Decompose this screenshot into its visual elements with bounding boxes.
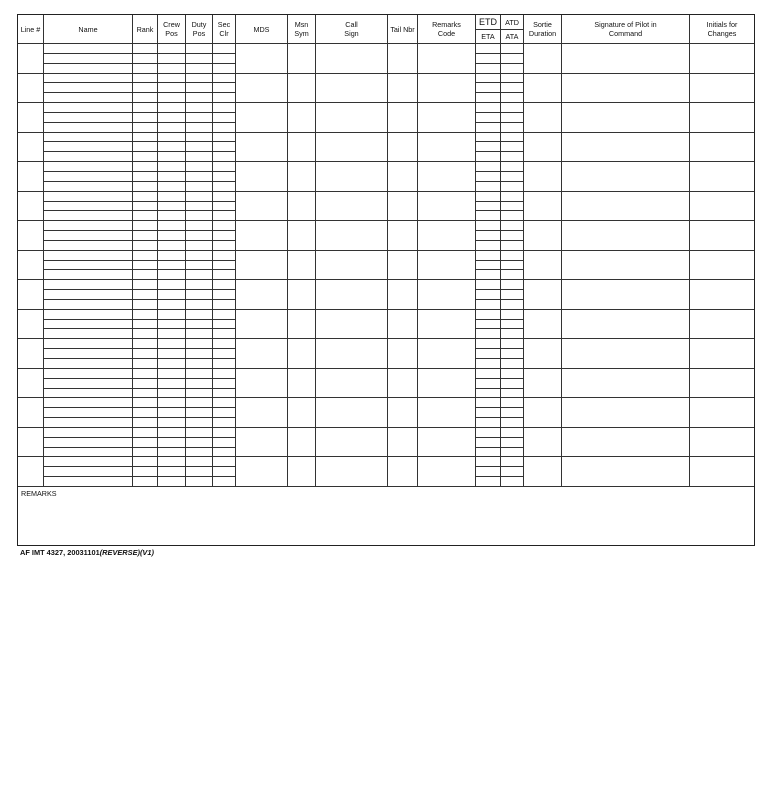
sub-row-rule: [212, 476, 235, 477]
sub-row-rule: [212, 112, 235, 113]
sub-row-rule: [43, 122, 132, 123]
sub-row-rule: [212, 348, 235, 349]
sub-row-rule: [212, 466, 235, 467]
sub-row-rule: [43, 328, 132, 329]
sub-row-rule: [132, 141, 157, 142]
sub-row-rule: [185, 319, 212, 320]
sub-row-rule: [500, 181, 523, 182]
sub-row-rule: [212, 319, 235, 320]
sub-row-rule: [43, 230, 132, 231]
sub-row-rule: [185, 476, 212, 477]
row-rule: [18, 397, 754, 398]
sub-row-rule: [475, 299, 500, 300]
row-rule: [18, 132, 754, 133]
row-rule: [18, 191, 754, 192]
row-rule: [18, 250, 754, 251]
sub-row-rule: [157, 260, 185, 261]
sub-row-rule: [500, 63, 523, 64]
header-sortie-duration: Sortie Duration: [528, 20, 557, 38]
sub-row-rule: [157, 63, 185, 64]
header-etd: ETD: [479, 16, 497, 27]
form-footer: [20, 548, 154, 557]
sub-row-rule: [500, 299, 523, 300]
sub-row-rule: [212, 358, 235, 359]
sub-row-rule: [212, 447, 235, 448]
sub-row-rule: [475, 181, 500, 182]
sub-row-rule: [500, 447, 523, 448]
sub-row-rule: [43, 260, 132, 261]
sub-row-rule: [157, 210, 185, 211]
sub-row-rule: [500, 466, 523, 467]
sub-row-rule: [185, 447, 212, 448]
sub-row-rule: [132, 417, 157, 418]
sub-row-rule: [212, 269, 235, 270]
sub-row-rule: [185, 82, 212, 83]
sub-row-rule: [132, 230, 157, 231]
sub-row-rule: [157, 358, 185, 359]
sub-row-rule: [157, 112, 185, 113]
sub-row-rule: [43, 319, 132, 320]
header-tail-nbr: Tail Nbr: [390, 24, 415, 34]
sub-row-rule: [157, 466, 185, 467]
sub-row-rule: [43, 437, 132, 438]
sub-row-rule: [157, 319, 185, 320]
header-msn-sym: Msn Sym: [294, 20, 309, 38]
sub-row-rule: [185, 437, 212, 438]
row-rule: [18, 338, 754, 339]
row-rule: [18, 102, 754, 103]
sub-row-rule: [43, 476, 132, 477]
sub-row-rule: [500, 82, 523, 83]
sub-row-rule: [475, 171, 500, 172]
sub-row-rule: [212, 201, 235, 202]
sub-row-rule: [212, 171, 235, 172]
header-rank: Rank: [136, 24, 154, 34]
sub-row-rule: [132, 122, 157, 123]
sub-row-rule: [475, 417, 500, 418]
sub-row-rule: [475, 260, 500, 261]
sub-row-rule: [157, 171, 185, 172]
sub-row-rule: [43, 447, 132, 448]
sub-row-rule: [475, 53, 500, 54]
sub-row-rule: [132, 319, 157, 320]
sub-row-rule: [500, 240, 523, 241]
sub-row-rule: [500, 269, 523, 270]
sub-row-rule: [500, 92, 523, 93]
sub-row-rule: [500, 437, 523, 438]
sub-row-rule: [212, 82, 235, 83]
sub-row-rule: [185, 201, 212, 202]
header-remarks-code: Remarks Code: [432, 20, 461, 38]
sub-row-rule: [43, 181, 132, 182]
sub-row-rule: [43, 388, 132, 389]
sub-row-rule: [475, 378, 500, 379]
sub-row-rule: [500, 260, 523, 261]
sub-row-rule: [43, 63, 132, 64]
sub-row-rule: [185, 358, 212, 359]
sub-row-rule: [43, 240, 132, 241]
sub-row-rule: [212, 181, 235, 182]
sub-row-rule: [212, 141, 235, 142]
header-bottom-rule: [18, 43, 754, 44]
sub-row-rule: [500, 407, 523, 408]
sub-row-rule: [43, 358, 132, 359]
header-initials-for-changes: Initials for Changes: [706, 20, 738, 38]
sub-row-rule: [475, 151, 500, 152]
sub-row-rule: [157, 299, 185, 300]
sub-row-rule: [185, 171, 212, 172]
sub-row-rule: [132, 151, 157, 152]
sub-row-rule: [43, 348, 132, 349]
sub-row-rule: [500, 476, 523, 477]
form-edition: (REVERSE)(V1): [99, 548, 154, 557]
sub-row-rule: [475, 269, 500, 270]
sub-row-rule: [132, 328, 157, 329]
sub-row-rule: [157, 230, 185, 231]
remarks-label: REMARKS: [21, 489, 57, 498]
header-call-sign: Call Sign: [344, 20, 359, 38]
sub-row-rule: [132, 388, 157, 389]
sub-row-rule: [500, 230, 523, 231]
sub-row-rule: [500, 201, 523, 202]
sub-row-rule: [212, 53, 235, 54]
sub-row-rule: [500, 210, 523, 211]
sub-row-rule: [500, 328, 523, 329]
sub-row-rule: [500, 417, 523, 418]
sub-row-rule: [475, 358, 500, 359]
sub-row-rule: [475, 466, 500, 467]
row-rule: [18, 161, 754, 162]
sub-row-rule: [500, 348, 523, 349]
sub-row-rule: [185, 92, 212, 93]
sub-row-rule: [132, 447, 157, 448]
sub-row-rule: [157, 141, 185, 142]
sub-row-rule: [500, 171, 523, 172]
sub-row-rule: [43, 466, 132, 467]
sub-row-rule: [185, 466, 212, 467]
sub-row-rule: [475, 388, 500, 389]
sub-row-rule: [185, 210, 212, 211]
sub-row-rule: [475, 63, 500, 64]
header-crew-pos: Crew Pos: [163, 20, 180, 38]
form-id: AF IMT 4327, 20031101: [20, 548, 100, 557]
sub-row-rule: [185, 299, 212, 300]
row-rule: [18, 486, 754, 487]
row-rule: [18, 73, 754, 74]
sub-row-rule: [500, 53, 523, 54]
sub-row-rule: [475, 437, 500, 438]
sub-row-rule: [43, 289, 132, 290]
sub-row-rule: [475, 447, 500, 448]
sub-row-rule: [132, 407, 157, 408]
sub-row-rule: [500, 378, 523, 379]
sub-row-rule: [475, 112, 500, 113]
sub-row-rule: [43, 53, 132, 54]
sub-row-rule: [132, 53, 157, 54]
sub-row-rule: [132, 240, 157, 241]
sub-row-rule: [132, 466, 157, 467]
sub-row-rule: [475, 92, 500, 93]
sub-row-rule: [157, 476, 185, 477]
sub-row-rule: [185, 151, 212, 152]
sub-row-rule: [212, 122, 235, 123]
sub-row-rule: [185, 112, 212, 113]
sub-row-rule: [475, 141, 500, 142]
sub-row-rule: [185, 269, 212, 270]
header-name: Name: [78, 24, 98, 34]
sub-row-rule: [43, 210, 132, 211]
sub-row-rule: [157, 328, 185, 329]
header-line-number: Line #: [20, 24, 41, 34]
sub-row-rule: [157, 122, 185, 123]
sub-row-rule: [475, 240, 500, 241]
sub-row-rule: [475, 319, 500, 320]
sub-row-rule: [132, 289, 157, 290]
sub-row-rule: [185, 122, 212, 123]
sub-row-rule: [185, 181, 212, 182]
sub-row-rule: [132, 476, 157, 477]
sub-row-rule: [132, 269, 157, 270]
sub-row-rule: [212, 388, 235, 389]
sub-row-rule: [475, 407, 500, 408]
sub-row-rule: [43, 299, 132, 300]
header-pilot-signature: Signature of Pilot in Command: [594, 20, 657, 38]
sub-row-rule: [212, 289, 235, 290]
sub-row-rule: [212, 63, 235, 64]
sub-row-rule: [132, 210, 157, 211]
sub-row-rule: [132, 92, 157, 93]
sub-row-rule: [157, 201, 185, 202]
sub-row-rule: [132, 171, 157, 172]
sub-row-rule: [157, 82, 185, 83]
sub-row-rule: [185, 289, 212, 290]
header-atd: ATD: [505, 17, 519, 27]
sub-row-rule: [157, 388, 185, 389]
sub-row-rule: [185, 348, 212, 349]
row-rule: [18, 309, 754, 310]
sub-row-rule: [475, 476, 500, 477]
sub-row-rule: [132, 82, 157, 83]
sub-row-rule: [212, 240, 235, 241]
sub-row-rule: [185, 260, 212, 261]
sub-row-rule: [43, 92, 132, 93]
sub-row-rule: [43, 378, 132, 379]
sub-row-rule: [185, 328, 212, 329]
sub-row-rule: [212, 92, 235, 93]
sub-row-rule: [185, 63, 212, 64]
flight-authorization-form: [17, 14, 755, 546]
sub-row-rule: [185, 53, 212, 54]
sub-row-rule: [212, 378, 235, 379]
sub-row-rule: [185, 417, 212, 418]
sub-row-rule: [157, 407, 185, 408]
sub-row-rule: [475, 210, 500, 211]
etd-eta-divider: [475, 29, 523, 30]
row-rule: [18, 220, 754, 221]
sub-row-rule: [132, 358, 157, 359]
sub-row-rule: [500, 289, 523, 290]
sub-row-rule: [475, 122, 500, 123]
sub-row-rule: [43, 269, 132, 270]
sub-row-rule: [212, 260, 235, 261]
row-rule: [18, 279, 754, 280]
sub-row-rule: [43, 407, 132, 408]
sub-row-rule: [157, 269, 185, 270]
sub-row-rule: [500, 141, 523, 142]
row-rule: [18, 368, 754, 369]
sub-row-rule: [185, 388, 212, 389]
sub-row-rule: [185, 240, 212, 241]
sub-row-rule: [157, 289, 185, 290]
sub-row-rule: [185, 230, 212, 231]
sub-row-rule: [500, 319, 523, 320]
sub-row-rule: [212, 437, 235, 438]
sub-row-rule: [157, 92, 185, 93]
sub-row-rule: [157, 437, 185, 438]
sub-row-rule: [132, 299, 157, 300]
sub-row-rule: [132, 112, 157, 113]
sub-row-rule: [157, 53, 185, 54]
sub-row-rule: [500, 112, 523, 113]
sub-row-rule: [185, 407, 212, 408]
sub-row-rule: [157, 447, 185, 448]
crew-entry-table: [18, 15, 754, 486]
sub-row-rule: [500, 151, 523, 152]
sub-row-rule: [43, 201, 132, 202]
sub-row-rule: [132, 201, 157, 202]
sub-row-rule: [157, 348, 185, 349]
sub-row-rule: [132, 437, 157, 438]
sub-row-rule: [157, 240, 185, 241]
sub-row-rule: [475, 328, 500, 329]
header-duty-pos: Duty Pos: [191, 20, 207, 38]
sub-row-rule: [475, 82, 500, 83]
sub-row-rule: [132, 181, 157, 182]
sub-row-rule: [212, 407, 235, 408]
sub-row-rule: [43, 112, 132, 113]
sub-row-rule: [185, 141, 212, 142]
header-mds: MDS: [253, 24, 270, 34]
sub-row-rule: [212, 299, 235, 300]
sub-row-rule: [212, 151, 235, 152]
sub-row-rule: [475, 230, 500, 231]
row-rule: [18, 427, 754, 428]
sub-row-rule: [157, 417, 185, 418]
sub-row-rule: [212, 328, 235, 329]
sub-row-rule: [157, 151, 185, 152]
header-eta: ETA: [481, 32, 495, 41]
sub-row-rule: [132, 63, 157, 64]
sub-row-rule: [43, 171, 132, 172]
sub-row-rule: [132, 260, 157, 261]
sub-row-rule: [43, 82, 132, 83]
sub-row-rule: [157, 181, 185, 182]
header-sec-clr: Sec Clr: [217, 20, 231, 38]
sub-row-rule: [43, 417, 132, 418]
header-ata: ATA: [505, 32, 519, 41]
sub-row-rule: [500, 122, 523, 123]
sub-row-rule: [132, 378, 157, 379]
sub-row-rule: [157, 378, 185, 379]
sub-row-rule: [43, 141, 132, 142]
sub-row-rule: [43, 151, 132, 152]
sub-row-rule: [475, 289, 500, 290]
sub-row-rule: [212, 417, 235, 418]
sub-row-rule: [132, 348, 157, 349]
sub-row-rule: [212, 210, 235, 211]
sub-row-rule: [475, 348, 500, 349]
sub-row-rule: [212, 230, 235, 231]
sub-row-rule: [475, 201, 500, 202]
sub-row-rule: [185, 378, 212, 379]
row-rule: [18, 456, 754, 457]
sub-row-rule: [500, 388, 523, 389]
sub-row-rule: [500, 358, 523, 359]
